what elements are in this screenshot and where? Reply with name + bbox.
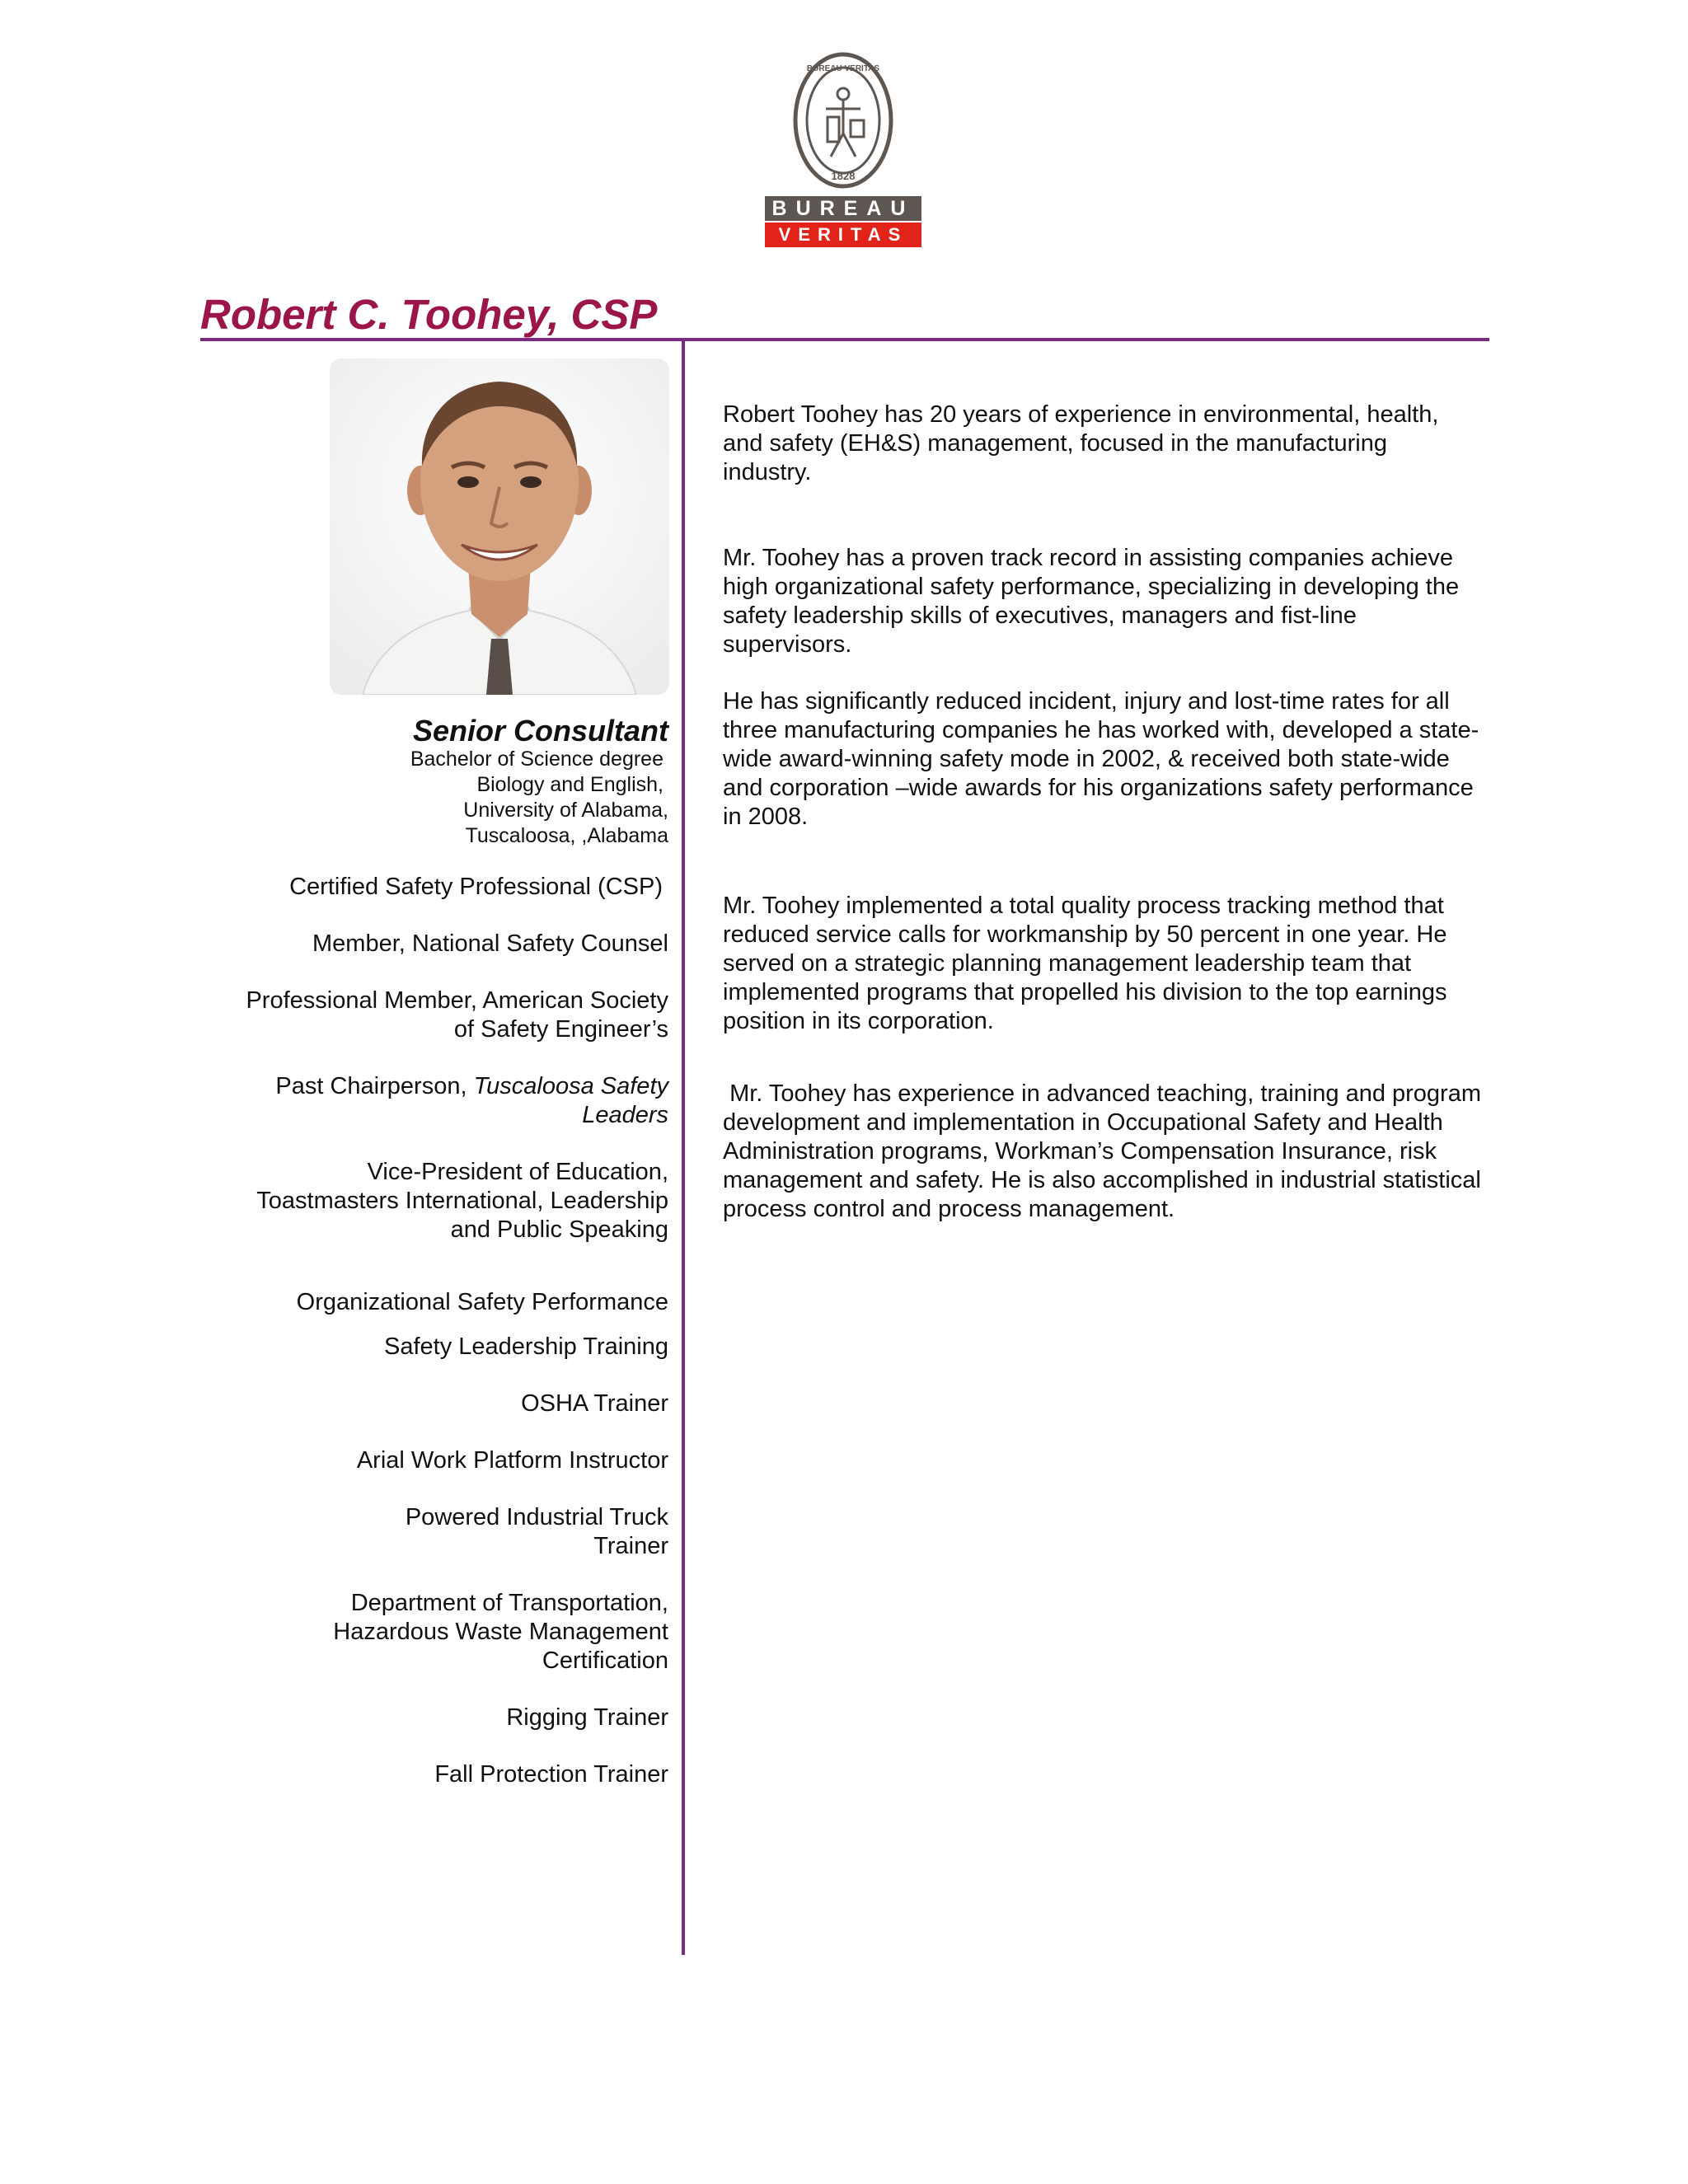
- skill-text: Trainer: [593, 1533, 668, 1559]
- skill-text: Fall Protection Trainer: [434, 1761, 668, 1788]
- bio-text: Robert Toohey has 20 years of experience in environmental, health, and safety (EH&S) management, focused in the manufacturing industry.: [723, 401, 1439, 485]
- education-line: Biology and English,: [476, 773, 663, 796]
- column-divider: [682, 341, 685, 1955]
- skill-text: Rigging Trainer: [506, 1704, 668, 1731]
- skill-arial: [357, 1446, 668, 1475]
- seal-top-text: BUREAU VERITAS: [806, 64, 880, 73]
- skill-dot: [333, 1589, 668, 1675]
- skill-text: Organizational Safety Performance: [296, 1289, 668, 1315]
- bio-paragraph: [723, 401, 1481, 487]
- past-chair-org: Leaders: [582, 1102, 668, 1128]
- credential-text: Vice-President of Education,: [367, 1159, 668, 1185]
- bio-text: Mr. Toohey has a proven track record in assisting companies achieve high organizational safety performance, specializing in developing the safety leadership skills of executives, managers and fist-line supervisors.: [723, 545, 1460, 658]
- credential-text: Toastmasters International, Leadership: [256, 1188, 668, 1214]
- bio-text: He has significantly reduced incident, injury and lost-time rates for all three manufacturing companies he has worked with, developed a state-wide award-winning safety mode in 2002, & received both state-wide and corporation –wide awards for his organizations safety performance in 2008.: [723, 688, 1479, 830]
- credential-text: Member, National Safety Counsel: [312, 930, 668, 957]
- skill-text: Certification: [542, 1647, 668, 1674]
- credential-text: Certified Safety Professional (CSP): [289, 874, 663, 900]
- credential-toastmasters: [256, 1158, 668, 1244]
- credential-text: Professional Member, American Society: [246, 987, 668, 1014]
- logo-bureau-bar: BUREAU: [765, 196, 921, 221]
- credential-past-chair: [275, 1072, 668, 1130]
- credential-text: and Public Speaking: [450, 1216, 668, 1243]
- education-block: [410, 747, 668, 849]
- bureau-veritas-logo: [765, 51, 921, 247]
- credential-nsc: [312, 930, 668, 958]
- job-title-block: [413, 714, 668, 748]
- skill-osp: [297, 1288, 668, 1317]
- bio-text: Mr. Toohey has experience in advanced teaching, training and program development and implementation in Occupational Safety and Health Administration programs, Workman’s Compensation Insurance, risk management and safety. He is also accomplished in industrial statistical process control and process management.: [723, 1080, 1489, 1222]
- bio-paragraph: [723, 544, 1481, 659]
- skill-text: Arial Work Platform Instructor: [356, 1447, 668, 1474]
- past-chair-org: Tuscaloosa Safety: [473, 1073, 668, 1099]
- bio-text: Mr. Toohey implemented a total quality process tracking method that reduced service calls for workmanship by 50 percent in one year. He served on a strategic planning management leadership team that implemented programs that propelled his division to the top earnings position in its corporation.: [723, 893, 1447, 1034]
- skill-text: OSHA Trainer: [521, 1390, 668, 1417]
- job-title: Senior Consultant: [412, 714, 668, 748]
- education-line: University of Alabama,: [463, 799, 668, 822]
- skill-slt: [384, 1333, 668, 1361]
- header-divider: [200, 338, 1489, 341]
- skill-osha: [521, 1390, 668, 1418]
- seal-year: 1828: [831, 170, 856, 182]
- bio-paragraph: [723, 687, 1481, 832]
- logo-veritas-bar: VERITAS: [765, 223, 921, 247]
- bio-paragraph: [723, 1080, 1489, 1224]
- past-chair-prefix: Past Chairperson,: [275, 1073, 467, 1099]
- skill-text: Hazardous Waste Management: [333, 1619, 668, 1645]
- skill-text: Safety Leadership Training: [384, 1333, 668, 1360]
- portrait-illustration: [330, 359, 669, 695]
- skill-rigging: [506, 1704, 668, 1732]
- skill-fall: [434, 1760, 668, 1789]
- person-name: Robert C. Toohey, CSP: [200, 291, 658, 338]
- credential-asse: [246, 987, 668, 1044]
- portrait-photo: [330, 359, 669, 695]
- skill-pit: [406, 1503, 668, 1561]
- skill-text: Department of Transportation,: [350, 1590, 668, 1616]
- bio-paragraph: [723, 892, 1481, 1036]
- education-line: Bachelor of Science degree: [410, 748, 663, 771]
- credential-csp: [289, 873, 663, 902]
- bureau-veritas-seal-icon: [793, 51, 893, 190]
- credential-text: of Safety Engineer’s: [453, 1016, 668, 1043]
- skill-text: Powered Industrial Truck: [405, 1504, 668, 1530]
- education-line: Tuscaloosa, ,Alabama: [465, 824, 668, 847]
